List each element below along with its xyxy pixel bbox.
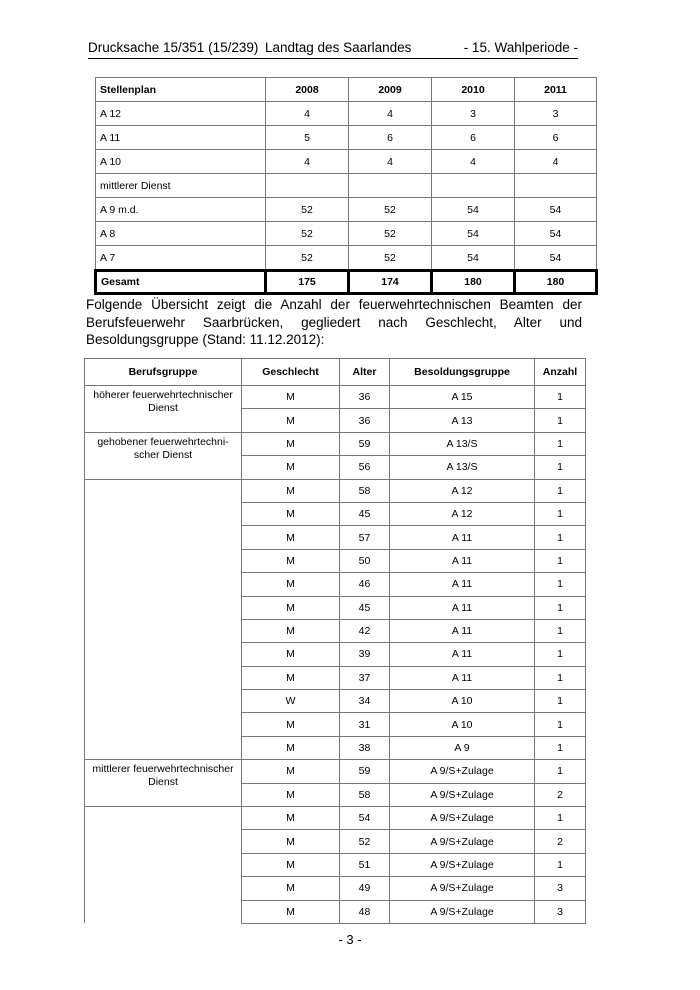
besoldungsgruppe-cell: A 9/S+Zulage [390, 830, 535, 853]
year-value: 4 [349, 102, 432, 126]
row-label: Gesamt [96, 271, 266, 294]
besoldungsgruppe-cell: A 11 [390, 549, 535, 572]
table-row [96, 198, 597, 222]
geschlecht-cell: M [242, 900, 340, 923]
geschlecht-cell: M [242, 853, 340, 876]
anzahl-cell: 1 [535, 526, 586, 549]
document-number: Drucksache 15/351 (15/239) [88, 40, 259, 55]
anzahl-cell: 1 [535, 666, 586, 689]
besoldungsgruppe-cell: A 9 [390, 736, 535, 759]
row-label: mittlerer Dienst [96, 174, 266, 198]
table-row [96, 150, 597, 174]
year-value [432, 174, 515, 198]
year-value [349, 174, 432, 198]
geschlecht-cell: M [242, 713, 340, 736]
geschlecht-cell: M [242, 807, 340, 830]
anzahl-cell: 1 [535, 549, 586, 572]
year-value: 52 [349, 198, 432, 222]
anzahl-cell: 1 [535, 760, 586, 783]
geschlecht-cell: M [242, 760, 340, 783]
alter-cell: 49 [340, 877, 390, 900]
alter-cell: 54 [340, 807, 390, 830]
geschlecht-cell: M [242, 456, 340, 479]
anzahl-cell: 1 [535, 619, 586, 642]
besoldungsgruppe-cell: A 11 [390, 666, 535, 689]
alter-cell: 36 [340, 409, 390, 432]
year-value [515, 174, 597, 198]
alter-cell: 58 [340, 479, 390, 502]
alter-cell: 56 [340, 456, 390, 479]
year-value: 54 [432, 222, 515, 246]
year-value: 54 [515, 198, 597, 222]
anzahl-cell: 3 [535, 900, 586, 923]
besoldungsgruppe-cell: A 13/S [390, 432, 535, 455]
alter-cell: 38 [340, 736, 390, 759]
year-value: 52 [349, 222, 432, 246]
table-row [85, 760, 586, 783]
alter-cell: 31 [340, 713, 390, 736]
table-header-row [85, 359, 586, 386]
besoldungsgruppe-cell: A 10 [390, 690, 535, 713]
besoldungsgruppe-cell: A 11 [390, 643, 535, 666]
column-header: Berufsgruppe [85, 359, 242, 386]
anzahl-cell: 1 [535, 853, 586, 876]
year-value: 54 [432, 246, 515, 271]
intro-paragraph: Folgende Übersicht zeigt die Anzahl der feuerwehrtechnischen Beamten der Berufsfeuerwehr Saarbrücken, gegliedert nach Geschlecht, Alter und Besoldungsgruppe (Stand: 11.12.2012): [86, 297, 582, 347]
geschlecht-cell: M [242, 573, 340, 596]
year-value: 2010 [432, 78, 515, 102]
row-label: A 12 [96, 102, 266, 126]
column-header: Alter [340, 359, 390, 386]
alter-cell: 50 [340, 549, 390, 572]
alter-cell: 51 [340, 853, 390, 876]
year-value: 6 [432, 126, 515, 150]
besoldungsgruppe-cell: A 13/S [390, 456, 535, 479]
year-value: 2009 [349, 78, 432, 102]
besoldungsgruppe-cell: A 9/S+Zulage [390, 853, 535, 876]
year-value: 4 [349, 150, 432, 174]
column-header: Anzahl [535, 359, 586, 386]
besoldungsgruppe-cell: A 12 [390, 502, 535, 525]
row-label: A 10 [96, 150, 266, 174]
besoldungsgruppe-cell: A 11 [390, 526, 535, 549]
anzahl-cell: 1 [535, 409, 586, 432]
alter-cell: 59 [340, 760, 390, 783]
besoldungsgruppe-cell: A 9/S+Zulage [390, 760, 535, 783]
table-row [96, 174, 597, 198]
berufsgruppe-cell [85, 479, 242, 760]
personnel-overview-table [84, 358, 586, 924]
besoldungsgruppe-cell: A 11 [390, 573, 535, 596]
geschlecht-cell: W [242, 690, 340, 713]
anzahl-cell: 1 [535, 596, 586, 619]
geschlecht-cell: M [242, 666, 340, 689]
anzahl-cell: 1 [535, 807, 586, 830]
anzahl-cell: 1 [535, 736, 586, 759]
staffing-plan-table [94, 77, 598, 295]
table-row [96, 246, 597, 271]
year-value: 4 [266, 150, 349, 174]
year-value: 6 [515, 126, 597, 150]
year-value: 175 [266, 271, 349, 294]
geschlecht-cell: M [242, 549, 340, 572]
geschlecht-cell: M [242, 502, 340, 525]
alter-cell: 45 [340, 502, 390, 525]
berufsgruppe-cell [85, 807, 242, 924]
alter-cell: 37 [340, 666, 390, 689]
besoldungsgruppe-cell: A 10 [390, 713, 535, 736]
alter-cell: 36 [340, 386, 390, 409]
anzahl-cell: 1 [535, 643, 586, 666]
row-label: A 8 [96, 222, 266, 246]
table-row [85, 807, 586, 830]
year-value: 4 [266, 102, 349, 126]
year-value: 52 [349, 246, 432, 271]
besoldungsgruppe-cell: A 13 [390, 409, 535, 432]
year-value [266, 174, 349, 198]
anzahl-cell: 1 [535, 573, 586, 596]
alter-cell: 59 [340, 432, 390, 455]
year-value: 5 [266, 126, 349, 150]
anzahl-cell: 1 [535, 386, 586, 409]
anzahl-cell: 1 [535, 713, 586, 736]
geschlecht-cell: M [242, 386, 340, 409]
geschlecht-cell: M [242, 596, 340, 619]
alter-cell: 45 [340, 596, 390, 619]
column-header: Besoldungsgruppe [390, 359, 535, 386]
alter-cell: 57 [340, 526, 390, 549]
alter-cell: 52 [340, 830, 390, 853]
anzahl-cell: 1 [535, 432, 586, 455]
berufsgruppe-cell: mittlerer feuerwehrtechnischer Dienst [85, 760, 242, 807]
berufsgruppe-cell: höherer feuerwehrtechnischer Dienst [85, 386, 242, 433]
page-number: - 3 - [338, 932, 362, 947]
anzahl-cell: 1 [535, 502, 586, 525]
year-value: 52 [266, 222, 349, 246]
year-value: 54 [515, 246, 597, 271]
geschlecht-cell: M [242, 479, 340, 502]
year-value: 2011 [515, 78, 597, 102]
geschlecht-cell: M [242, 783, 340, 806]
anzahl-cell: 1 [535, 456, 586, 479]
anzahl-cell: 1 [535, 690, 586, 713]
alter-cell: 46 [340, 573, 390, 596]
table-row [96, 222, 597, 246]
besoldungsgruppe-cell: A 9/S+Zulage [390, 783, 535, 806]
row-label: A 11 [96, 126, 266, 150]
geschlecht-cell: M [242, 409, 340, 432]
geschlecht-cell: M [242, 526, 340, 549]
table-row [85, 432, 586, 455]
year-value: 3 [432, 102, 515, 126]
alter-cell: 42 [340, 619, 390, 642]
besoldungsgruppe-cell: A 11 [390, 619, 535, 642]
geschlecht-cell: M [242, 736, 340, 759]
anzahl-cell: 1 [535, 479, 586, 502]
year-value: 4 [515, 150, 597, 174]
geschlecht-cell: M [242, 619, 340, 642]
besoldungsgruppe-cell: A 11 [390, 596, 535, 619]
alter-cell: 48 [340, 900, 390, 923]
table-row [96, 126, 597, 150]
row-label: A 7 [96, 246, 266, 271]
year-value: 2008 [266, 78, 349, 102]
year-value: 54 [432, 198, 515, 222]
total-row [96, 271, 597, 294]
row-label: A 9 m.d. [96, 198, 266, 222]
table-row [85, 479, 586, 502]
parliament-name: Landtag des Saarlandes [265, 40, 412, 55]
year-value: 54 [515, 222, 597, 246]
geschlecht-cell: M [242, 643, 340, 666]
alter-cell: 39 [340, 643, 390, 666]
row-label: Stellenplan [96, 78, 266, 102]
besoldungsgruppe-cell: A 9/S+Zulage [390, 900, 535, 923]
year-value: 3 [515, 102, 597, 126]
geschlecht-cell: M [242, 830, 340, 853]
berufsgruppe-cell: gehobener feuerwehrtechni-scher Dienst [85, 432, 242, 479]
geschlecht-cell: M [242, 877, 340, 900]
besoldungsgruppe-cell: A 12 [390, 479, 535, 502]
besoldungsgruppe-cell: A 9/S+Zulage [390, 807, 535, 830]
table-header-row [96, 78, 597, 102]
anzahl-cell: 3 [535, 877, 586, 900]
table-row [96, 102, 597, 126]
year-value: 52 [266, 246, 349, 271]
year-value: 4 [432, 150, 515, 174]
year-value: 6 [349, 126, 432, 150]
besoldungsgruppe-cell: A 9/S+Zulage [390, 877, 535, 900]
year-value: 180 [432, 271, 515, 294]
alter-cell: 34 [340, 690, 390, 713]
besoldungsgruppe-cell: A 15 [390, 386, 535, 409]
anzahl-cell: 2 [535, 830, 586, 853]
year-value: 174 [349, 271, 432, 294]
alter-cell: 58 [340, 783, 390, 806]
geschlecht-cell: M [242, 432, 340, 455]
legislative-period: - 15. Wahlperiode - [463, 40, 578, 55]
column-header: Geschlecht [242, 359, 340, 386]
year-value: 180 [515, 271, 597, 294]
anzahl-cell: 2 [535, 783, 586, 806]
year-value: 52 [266, 198, 349, 222]
table-row [85, 386, 586, 409]
page-header [88, 38, 578, 59]
